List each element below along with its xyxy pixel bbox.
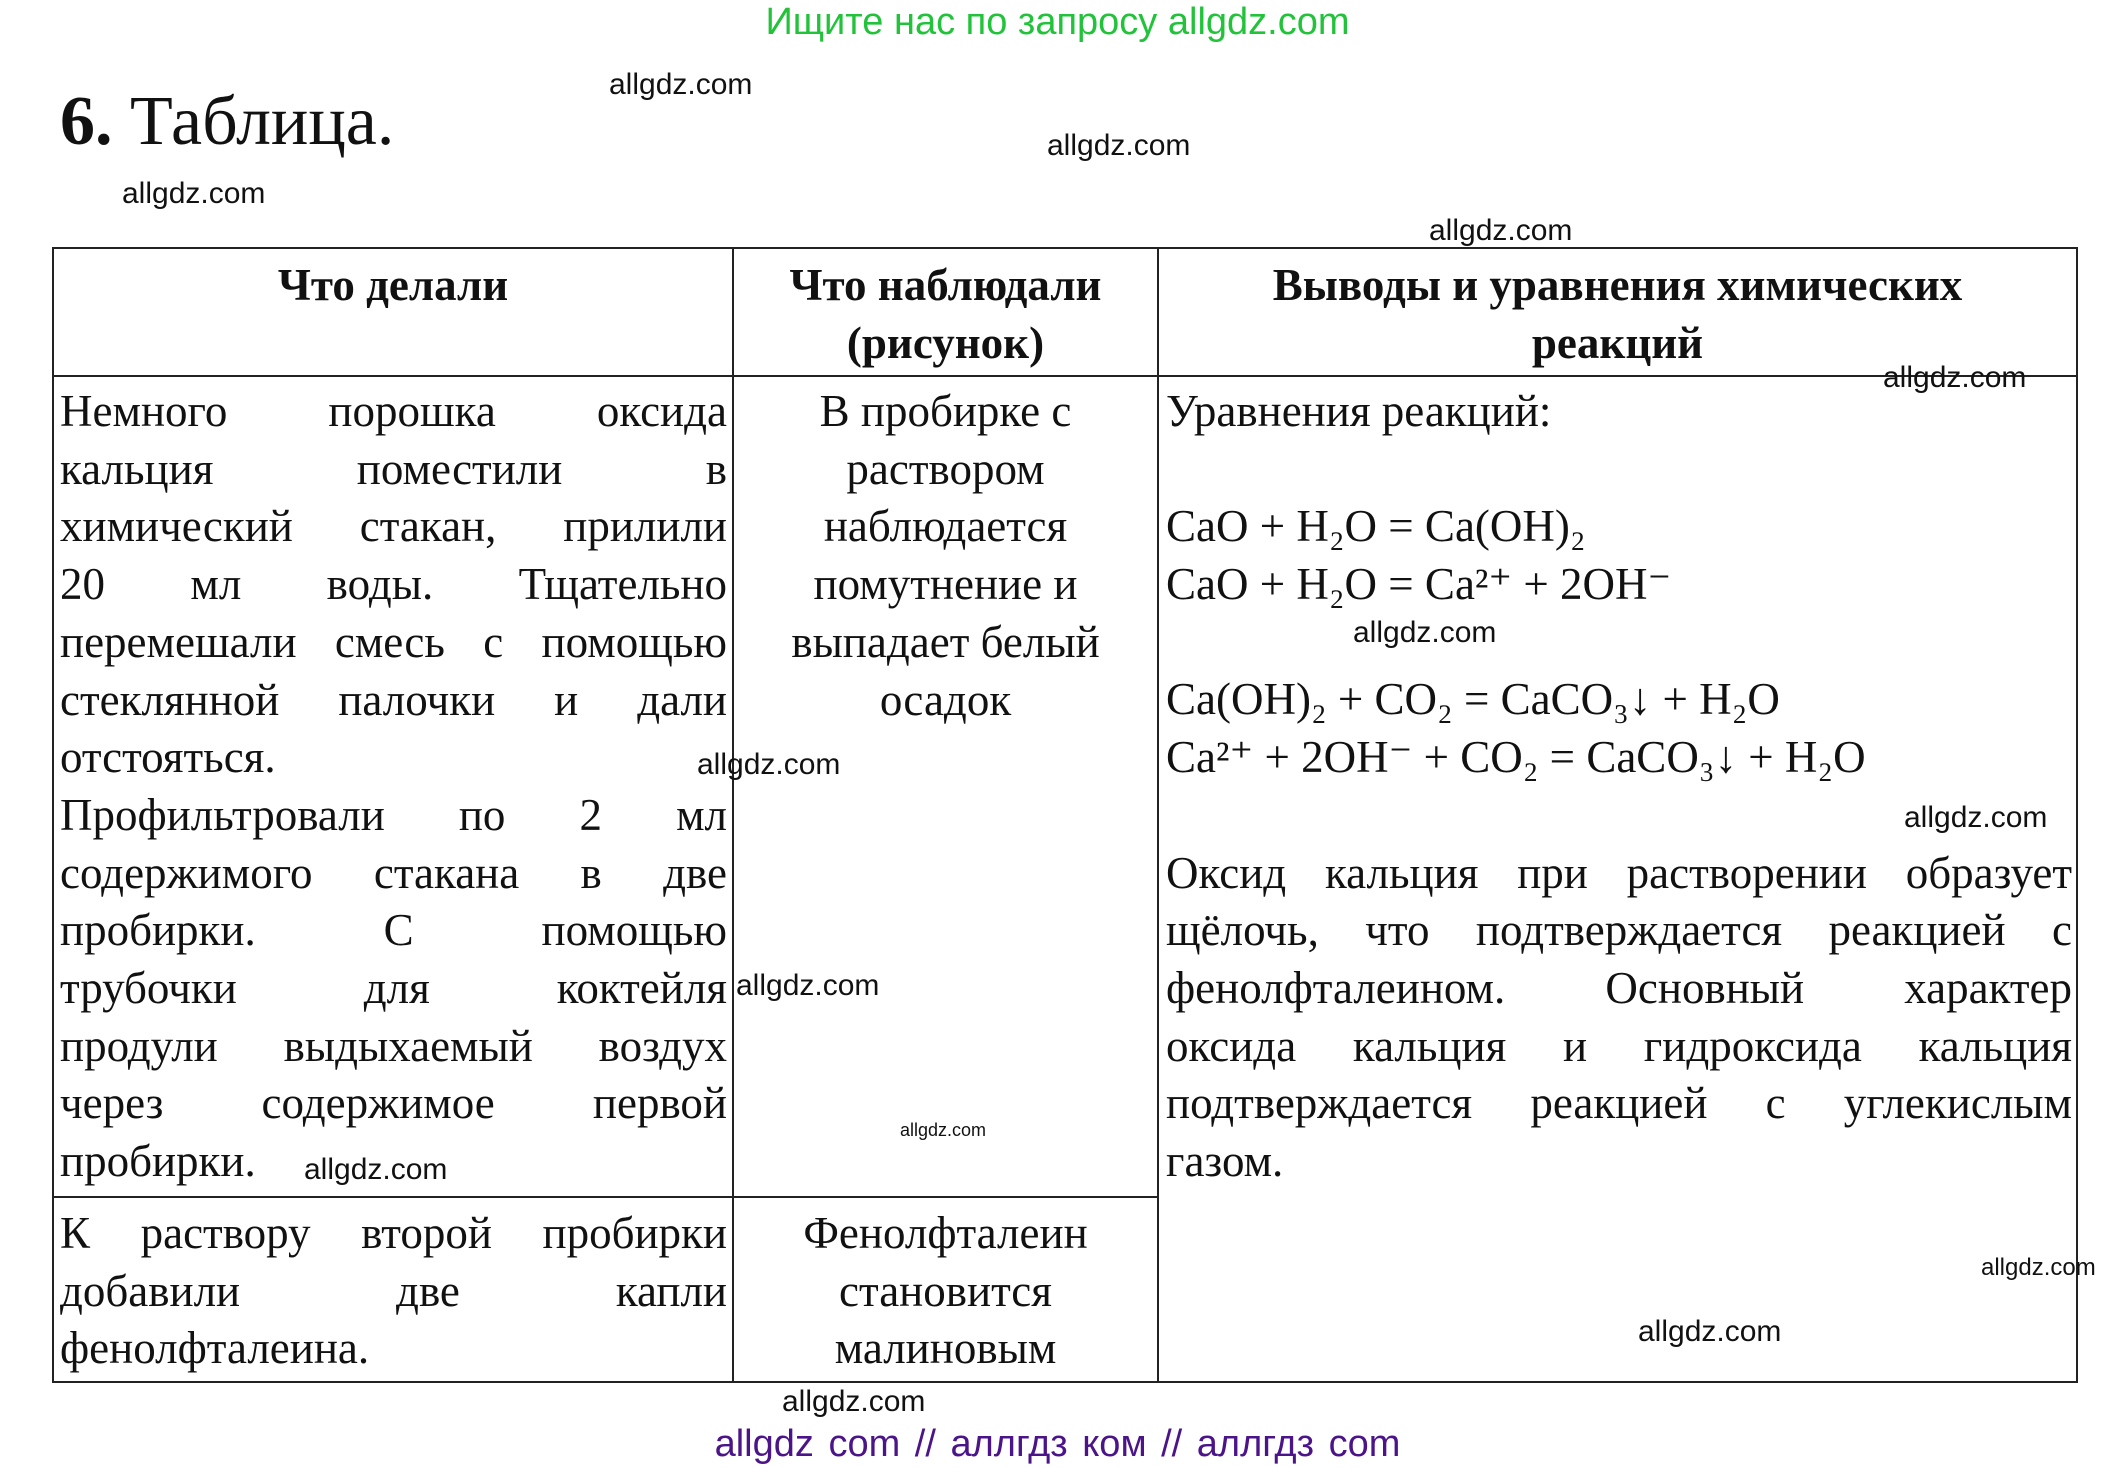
header-line: реакций: [1531, 318, 1704, 368]
header-observed: [734, 256, 1157, 372]
text-line: химический стакан, прилили: [60, 501, 727, 552]
text-line: пробирки.: [60, 1136, 256, 1187]
text-line: продули выдыхаемый воздух: [60, 1020, 727, 1071]
watermark: allgdz.com: [1638, 1315, 1782, 1348]
header-line: Что наблюдали: [789, 260, 1102, 310]
table-border-right: [2076, 247, 2078, 1383]
text-line: фенолфталеином. Основный характер: [1166, 962, 2072, 1013]
text-line: щёлочь, что подтверждается реакцией с: [1166, 905, 2072, 956]
text-line: 20 мл воды. Тщательно: [60, 559, 727, 610]
text-line: содержимого стакана в две: [60, 847, 727, 898]
text-line: добавили две капли: [60, 1265, 727, 1316]
watermark: allgdz.com: [782, 1385, 926, 1418]
text-line: кальция поместили в: [60, 443, 727, 494]
text-line: подтверждается реакцией с углекислым: [1166, 1078, 2072, 1129]
text-line: раствором: [846, 443, 1045, 494]
watermark: allgdz.com: [1981, 1254, 2096, 1281]
page-title: [60, 82, 394, 162]
watermark: allgdz.com: [122, 177, 266, 210]
equation: Ca(OH)₂ + CO₂ = CaCO₃↓ + H₂O: [1166, 674, 1780, 725]
equation: CaO + H₂O = Ca(OH)₂: [1166, 501, 1586, 552]
text-line: Немного порошка оксида: [60, 386, 727, 436]
text-line: малиновым: [834, 1323, 1057, 1374]
watermark: allgdz.com: [609, 68, 753, 101]
title-text: Таблица.: [130, 83, 395, 160]
header-line: (рисунок): [846, 318, 1045, 368]
task-number: 6.: [60, 83, 113, 160]
header-line: Что делали: [277, 260, 509, 310]
table-border-top: [52, 247, 2078, 249]
watermark: allgdz.com: [304, 1153, 448, 1186]
top-banner: Ищите нас по запросу allgdz.com: [765, 1, 1350, 43]
equations-label: Уравнения реакций:: [1166, 386, 1552, 436]
text-line: газом.: [1166, 1136, 1284, 1187]
text-line: фенолфталеина.: [60, 1323, 370, 1374]
text-line: помутнение и: [813, 559, 1078, 610]
text-line: стеклянной палочки и дали: [60, 674, 727, 725]
text-line: выпадает белый: [791, 616, 1100, 667]
row2-what-did: [60, 1205, 727, 1378]
watermark: allgdz.com: [900, 1120, 987, 1140]
column-divider-2: [1157, 247, 1159, 1383]
header-line: Выводы и уравнения химических: [1272, 260, 1963, 310]
conclusions-cell: [1166, 383, 2072, 1191]
text-line: наблюдается: [823, 501, 1068, 552]
row2-observed: [734, 1205, 1157, 1378]
bottom-banner: allgdz com // аллгдз ком // аллгдз com: [714, 1423, 1401, 1465]
text-line: оксида кальция и гидроксида кальция: [1166, 1020, 2072, 1071]
header-what-did: [54, 256, 732, 314]
text-line: отстояться.: [60, 732, 276, 783]
text-line: через содержимое первой: [60, 1078, 727, 1129]
table-border-left: [52, 247, 54, 1383]
header-divider: [52, 375, 2078, 377]
text-line: Фенолфталеин: [803, 1208, 1088, 1258]
text-line: В пробирке с: [819, 386, 1072, 436]
watermark: allgdz.com: [1353, 616, 1497, 649]
equation: Ca²⁺ + 2OH⁻ + CO₂ = CaCO₃↓ + H₂O: [1166, 732, 1866, 783]
row1-observed: [734, 383, 1157, 729]
text-line: Оксид кальция при растворении образует: [1166, 847, 2072, 898]
header-conclusions: [1159, 256, 2076, 372]
row-divider: [52, 1196, 1159, 1198]
watermark: allgdz.com: [697, 748, 841, 781]
watermark: allgdz.com: [736, 969, 880, 1002]
row1-what-did: [60, 383, 727, 1191]
text-line: перемешали смесь с помощью: [60, 616, 727, 667]
watermark: allgdz.com: [1883, 361, 2027, 394]
text-line: К раствору второй пробирки: [60, 1208, 727, 1258]
text-line: становится: [839, 1265, 1052, 1316]
watermark: allgdz.com: [1429, 214, 1573, 247]
text-line: осадок: [879, 674, 1012, 725]
text-line: Профильтровали по 2 мл: [60, 789, 727, 840]
watermark: allgdz.com: [1047, 129, 1191, 162]
watermark: allgdz.com: [1904, 801, 2048, 834]
equation: CaO + H₂O = Ca²⁺ + 2OH⁻: [1166, 559, 1672, 610]
table-border-bottom: [52, 1381, 2078, 1383]
text-line: трубочки для коктейля: [60, 963, 727, 1014]
text-line: пробирки. С помощью: [60, 905, 727, 956]
